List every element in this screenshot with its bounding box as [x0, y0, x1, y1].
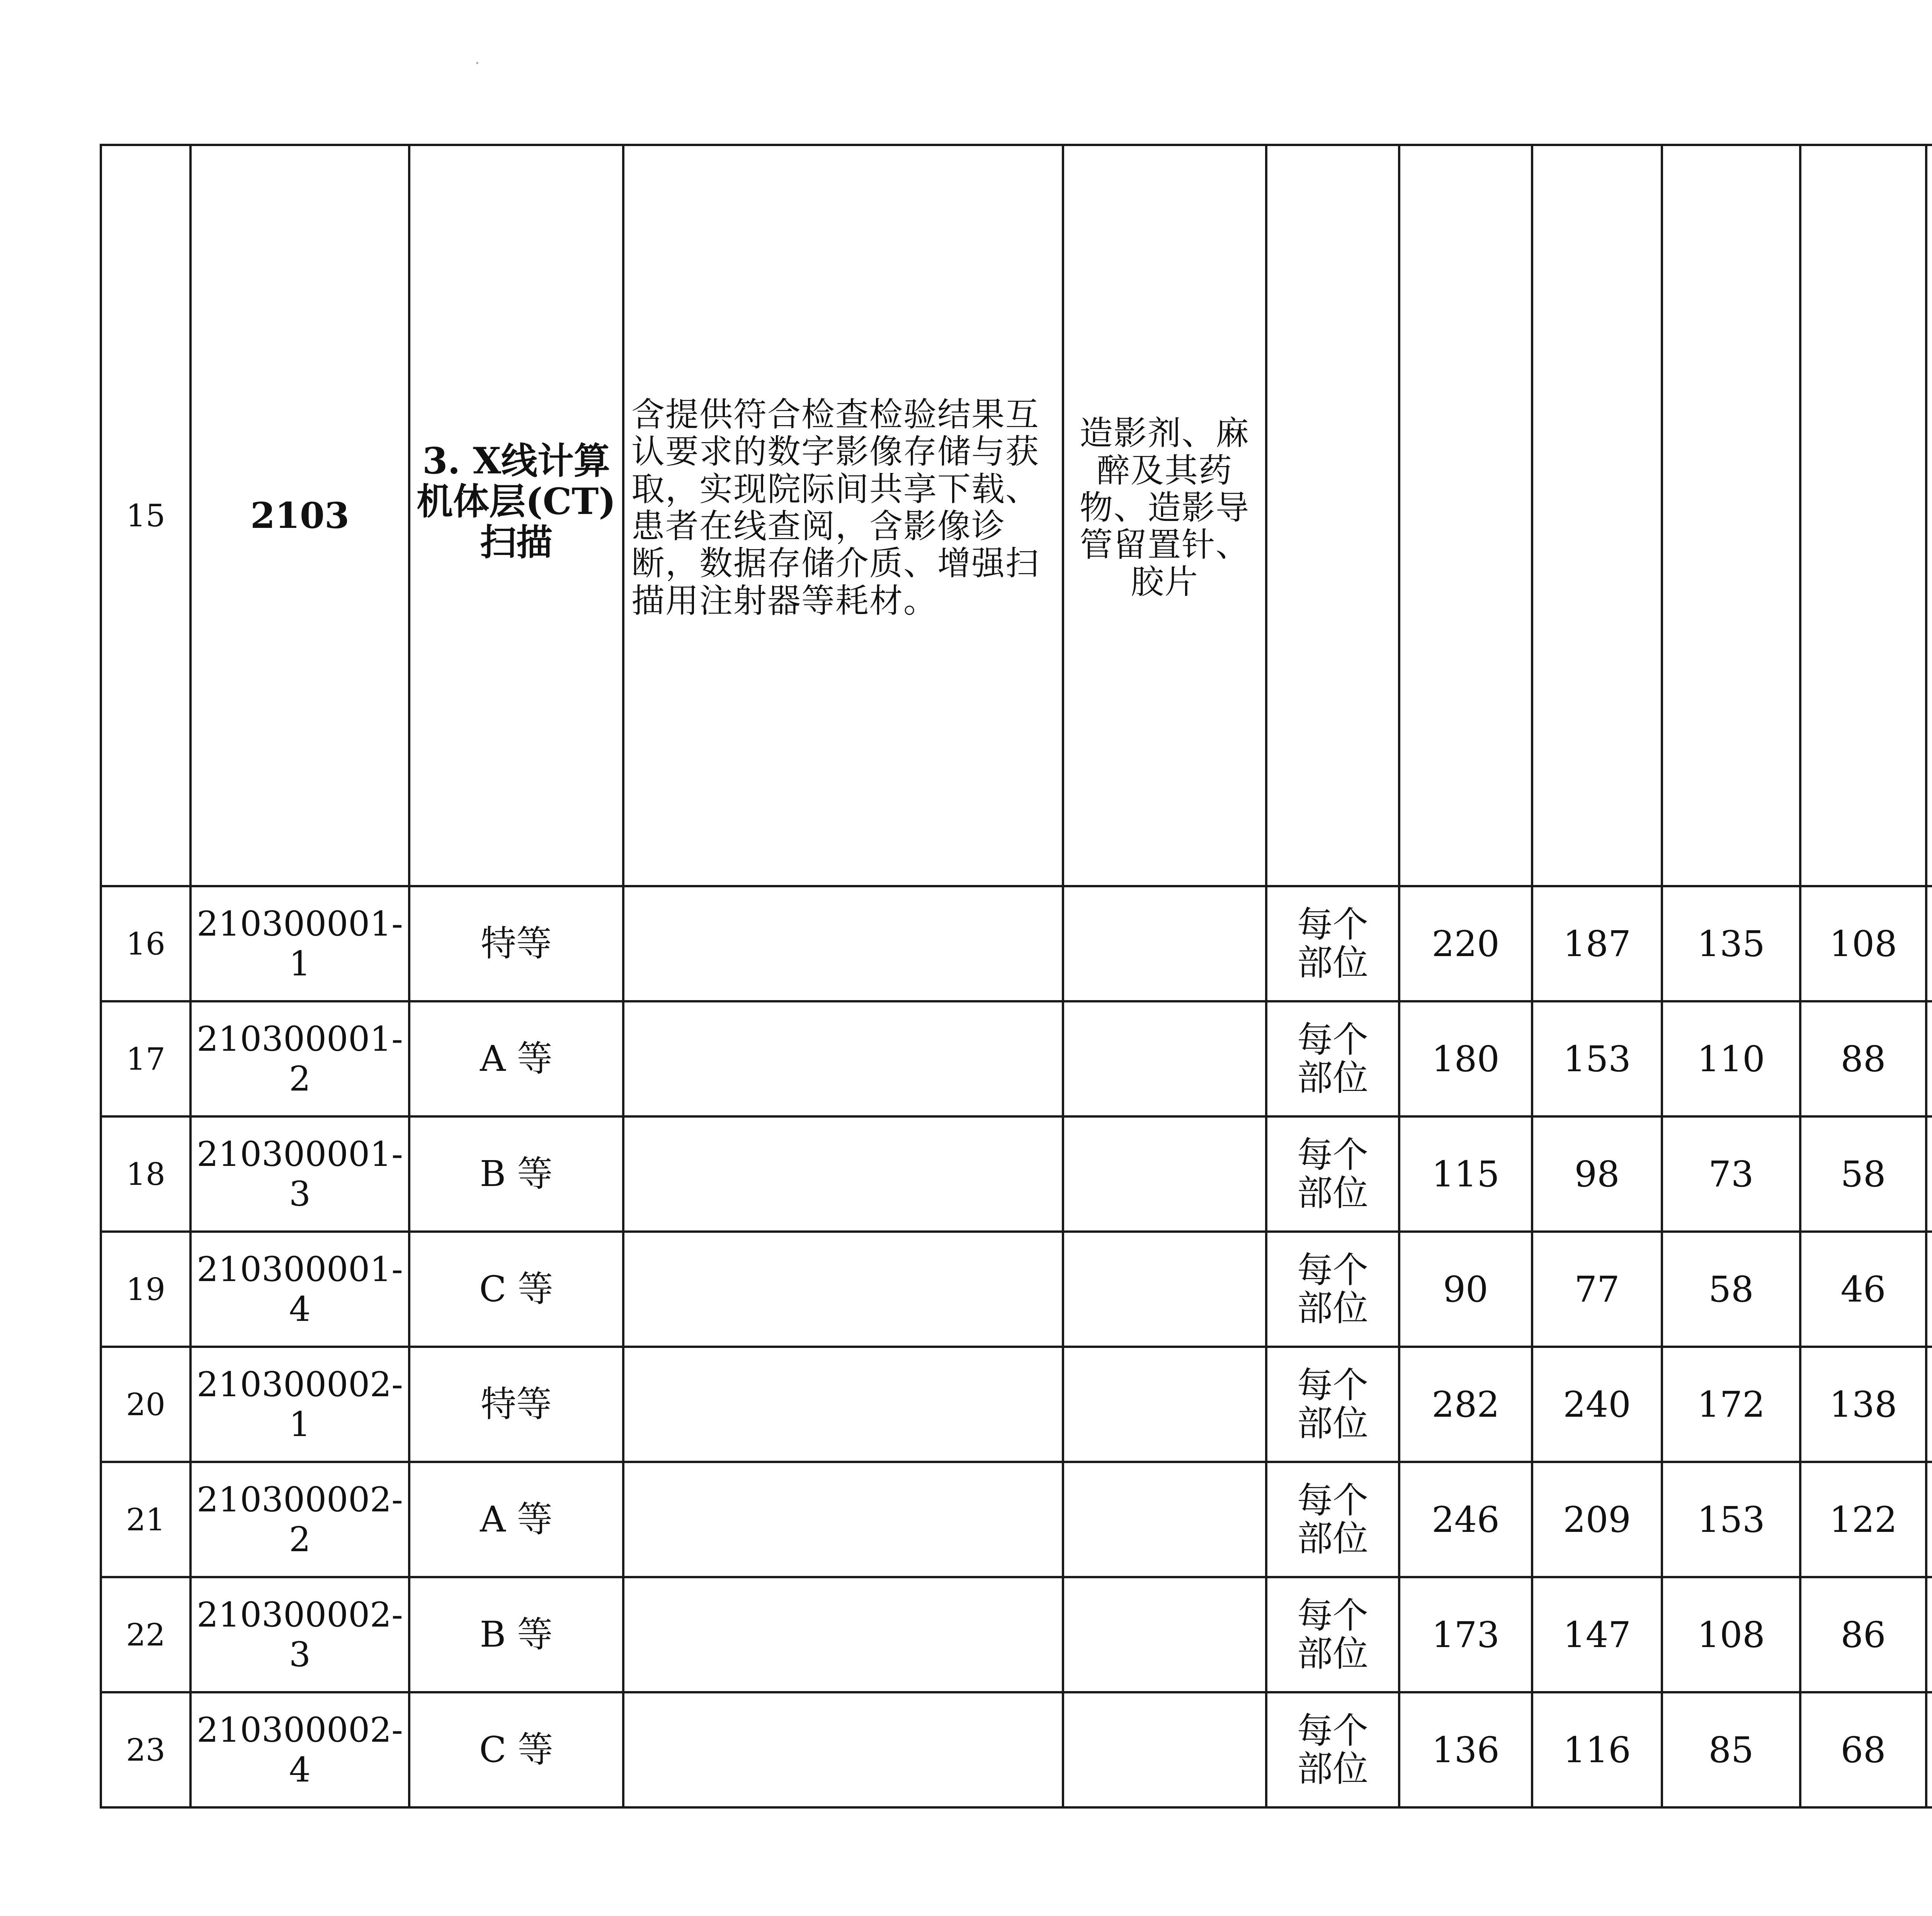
cell-seq: 21	[101, 1462, 190, 1577]
cell-price-2: 209	[1532, 1462, 1662, 1577]
cell-price-1: 90	[1399, 1232, 1532, 1347]
cell-price-3: 108	[1662, 1577, 1800, 1692]
cell-price-3: 73	[1662, 1116, 1800, 1232]
cell-exclusions	[1063, 1001, 1266, 1116]
cell-note	[1926, 1462, 1932, 1577]
cell-code: 210300001-1	[190, 886, 409, 1001]
cell-note	[1926, 1232, 1932, 1347]
cell-exclusions	[1063, 1692, 1266, 1807]
cell-exclusions	[1063, 1116, 1266, 1232]
unit-text: 每个部位	[1297, 1019, 1368, 1099]
cell-price-3	[1662, 145, 1800, 886]
cell-price-1	[1399, 145, 1532, 886]
cell-price-4: 86	[1800, 1577, 1926, 1692]
cell-name: 特等	[409, 886, 623, 1001]
cell-price-4: 58	[1800, 1116, 1926, 1232]
table-row	[101, 886, 1932, 1001]
cell-name: C 等	[409, 1692, 623, 1807]
cell-seq: 17	[101, 1001, 190, 1116]
cell-exclusions	[1063, 1462, 1266, 1577]
cell-note	[1926, 1116, 1932, 1232]
unit-text: 每个部位	[1297, 904, 1368, 984]
cell-seq: 15	[101, 145, 190, 886]
cell-unit	[1266, 145, 1399, 886]
cell-code: 210300001-2	[190, 1001, 409, 1116]
cell-price-1: 246	[1399, 1462, 1532, 1577]
cell-price-2: 116	[1532, 1692, 1662, 1807]
cell-price-4: 122	[1800, 1462, 1926, 1577]
cell-note	[1926, 1692, 1932, 1807]
cell-price-3: 153	[1662, 1462, 1800, 1577]
cell-unit	[1266, 1577, 1399, 1692]
cell-code: 2103	[190, 145, 409, 886]
cell-price-2: 153	[1532, 1001, 1662, 1116]
scan-speck	[476, 62, 478, 64]
cell-content	[623, 1692, 1063, 1807]
table-row	[101, 1347, 1932, 1462]
cell-name: C 等	[409, 1232, 623, 1347]
cell-content	[623, 1347, 1063, 1462]
cell-seq: 16	[101, 886, 190, 1001]
cell-unit	[1266, 1347, 1399, 1462]
cell-name: B 等	[409, 1116, 623, 1232]
cell-price-2: 240	[1532, 1347, 1662, 1462]
cell-code: 210300002-4	[190, 1692, 409, 1807]
cell-unit	[1266, 1001, 1399, 1116]
cell-price-4: 68	[1800, 1692, 1926, 1807]
cell-seq: 20	[101, 1347, 190, 1462]
table-body	[101, 145, 1932, 1807]
cell-note	[1926, 886, 1932, 1001]
cell-price-3: 85	[1662, 1692, 1800, 1807]
table-row	[101, 1577, 1932, 1692]
table-row	[101, 1116, 1932, 1232]
unit-text: 每个部位	[1297, 1479, 1368, 1559]
table-row	[101, 1692, 1932, 1807]
cell-code: 210300002-2	[190, 1462, 409, 1577]
cell-price-2: 77	[1532, 1232, 1662, 1347]
cell-content	[623, 886, 1063, 1001]
cell-code: 210300002-3	[190, 1577, 409, 1692]
cell-unit	[1266, 1692, 1399, 1807]
cell-price-3: 110	[1662, 1001, 1800, 1116]
cell-content	[623, 1232, 1063, 1347]
cell-price-1: 173	[1399, 1577, 1532, 1692]
cell-code: 210300001-3	[190, 1116, 409, 1232]
cell-unit	[1266, 1232, 1399, 1347]
cell-note	[1926, 1347, 1932, 1462]
cell-code: 210300001-4	[190, 1232, 409, 1347]
cell-seq: 22	[101, 1577, 190, 1692]
cell-unit	[1266, 1116, 1399, 1232]
cell-price-2: 147	[1532, 1577, 1662, 1692]
cell-price-3: 58	[1662, 1232, 1800, 1347]
unit-text: 每个部位	[1297, 1134, 1368, 1214]
cell-exclusions	[1063, 1347, 1266, 1462]
cell-unit	[1266, 1462, 1399, 1577]
cell-content	[623, 1001, 1063, 1116]
cell-name: 特等	[409, 1347, 623, 1462]
cell-content: 含提供符合检查检验结果互认要求的数字影像存储与获取，实现院际间共享下载、患者在线查阅，含影像诊断，数据存储介质、增强扫描用注射器等耗材。	[623, 145, 1063, 886]
table-row-category	[101, 145, 1932, 886]
cell-name: A 等	[409, 1462, 623, 1577]
cell-content	[623, 1577, 1063, 1692]
cell-price-4: 46	[1800, 1232, 1926, 1347]
cell-content	[623, 1116, 1063, 1232]
cell-exclusions	[1063, 1232, 1266, 1347]
cell-exclusions	[1063, 886, 1266, 1001]
unit-text: 每个部位	[1297, 1249, 1368, 1329]
cell-note	[1926, 1577, 1932, 1692]
cell-price-1: 180	[1399, 1001, 1532, 1116]
cell-price-2	[1532, 145, 1662, 886]
table-row	[101, 1462, 1932, 1577]
cell-unit	[1266, 886, 1399, 1001]
cell-content	[623, 1462, 1063, 1577]
cell-price-1: 136	[1399, 1692, 1532, 1807]
cell-price-4: 88	[1800, 1001, 1926, 1116]
cell-price-1: 282	[1399, 1347, 1532, 1462]
cell-seq: 19	[101, 1232, 190, 1347]
cell-note	[1926, 145, 1932, 886]
cell-price-4: 138	[1800, 1347, 1926, 1462]
cell-price-4	[1800, 145, 1926, 886]
table-row	[101, 1232, 1932, 1347]
unit-text: 每个部位	[1297, 1710, 1368, 1790]
cell-price-2: 98	[1532, 1116, 1662, 1232]
unit-text: 每个部位	[1297, 1364, 1368, 1444]
unit-text: 每个部位	[1297, 1594, 1368, 1674]
cell-seq: 18	[101, 1116, 190, 1232]
cell-price-3: 172	[1662, 1347, 1800, 1462]
cell-price-4: 108	[1800, 886, 1926, 1001]
cell-price-1: 115	[1399, 1116, 1532, 1232]
price-table	[100, 144, 1932, 1809]
cell-price-2: 187	[1532, 886, 1662, 1001]
cell-code: 210300002-1	[190, 1347, 409, 1462]
cell-price-1: 220	[1399, 886, 1532, 1001]
table-row	[101, 1001, 1932, 1116]
cell-seq: 23	[101, 1692, 190, 1807]
cell-name: 3. X线计算机体层(CT)扫描	[409, 145, 623, 886]
cell-note	[1926, 1001, 1932, 1116]
cell-name: A 等	[409, 1001, 623, 1116]
cell-exclusions: 造影剂、麻醉及其药物、造影导管留置针、胶片	[1063, 145, 1266, 886]
cell-price-3: 135	[1662, 886, 1800, 1001]
cell-name: B 等	[409, 1577, 623, 1692]
cell-exclusions	[1063, 1577, 1266, 1692]
